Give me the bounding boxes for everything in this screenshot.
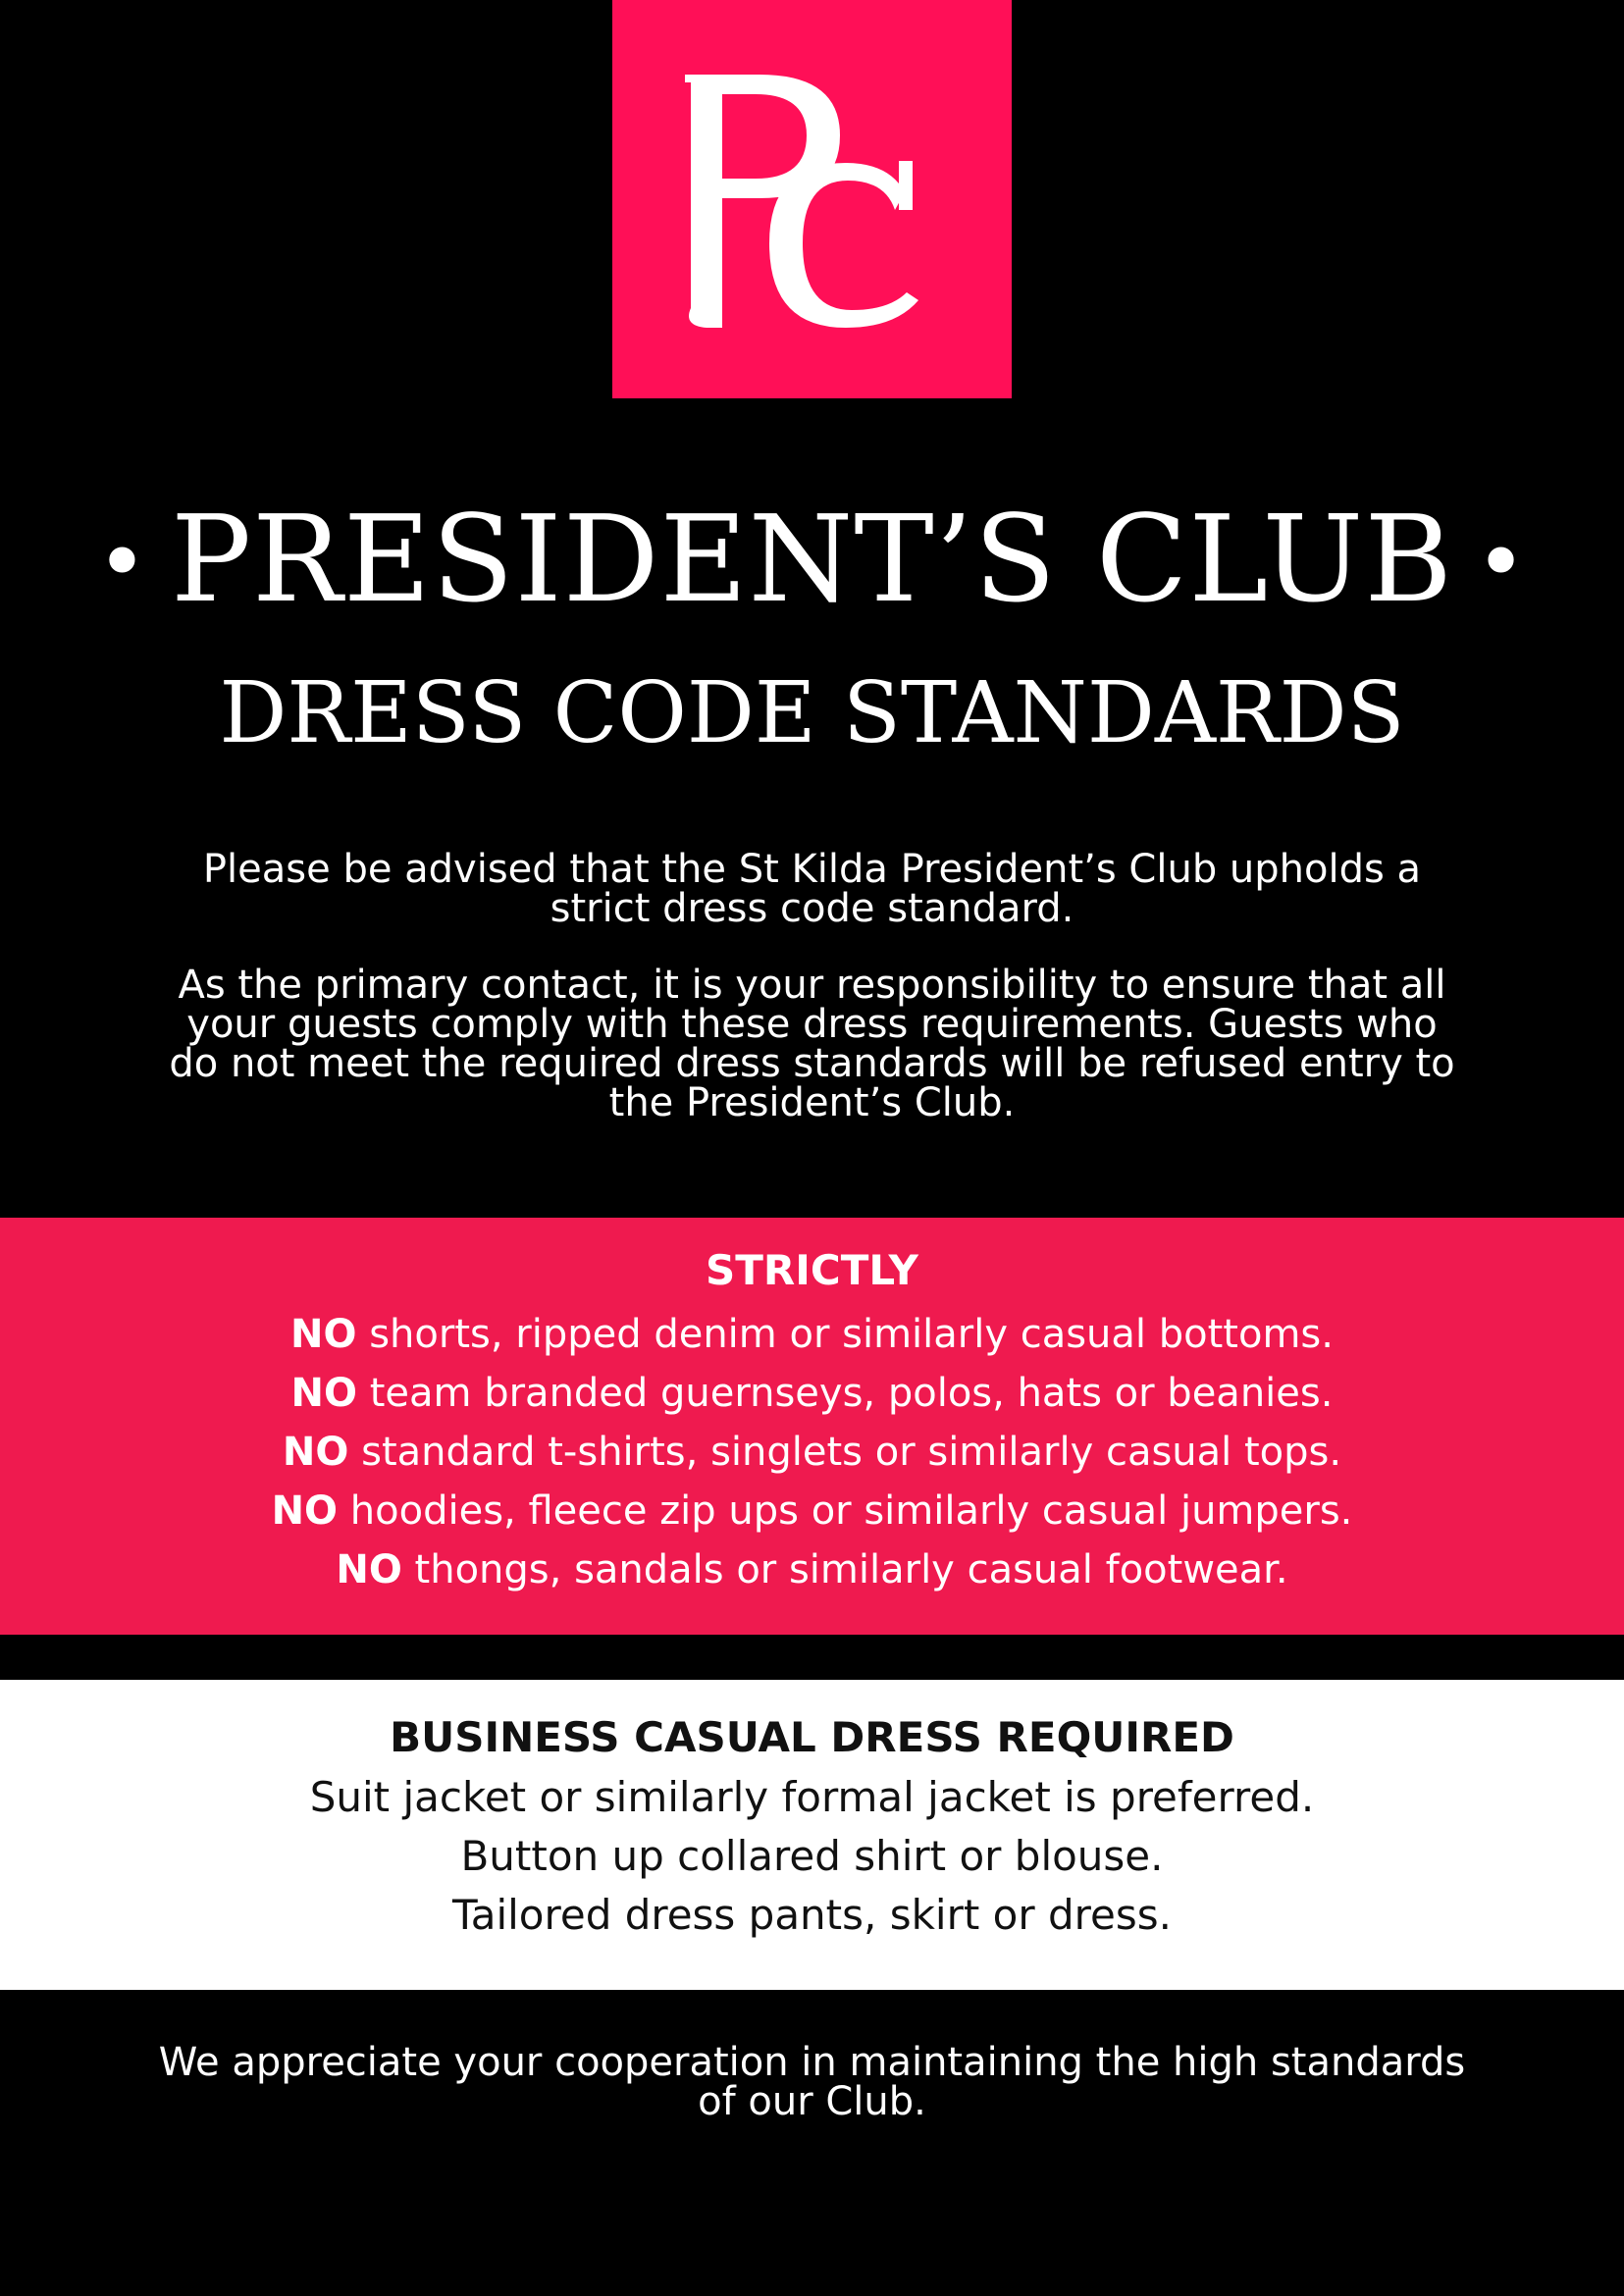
strictly-heading: STRICTLY <box>706 1246 918 1294</box>
rule-item <box>0 1482 1624 1540</box>
rule-text: shorts, ripped denim or similarly casual bottoms. <box>356 1312 1334 1357</box>
rule-item <box>0 1305 1624 1364</box>
bullet-left: • <box>95 511 149 615</box>
pc-monogram-icon <box>612 0 1012 398</box>
business-item: Button up collared shirt or blouse. <box>460 1832 1164 1880</box>
rule-text: thongs, sandals or similarly casual footwear. <box>401 1547 1288 1592</box>
rule-item <box>0 1423 1624 1482</box>
rule-prefix: NO <box>282 1430 349 1475</box>
rule-prefix: NO <box>290 1371 358 1416</box>
bullet-right: • <box>1475 511 1529 615</box>
page-title-text: PRESIDENT’S CLUB <box>170 490 1454 629</box>
business-casual-heading: BUSINESS CASUAL DRESS REQUIRED <box>390 1713 1234 1761</box>
page-subtitle: DRESS CODE STANDARDS <box>219 664 1405 762</box>
rule-item <box>0 1540 1624 1599</box>
rule-text: standard t-shirts, singlets or similarly casual tops. <box>348 1430 1342 1475</box>
rule-prefix: NO <box>290 1312 357 1357</box>
intro-paragraph-2: As the primary contact, it is your responsibility to ensure that all your guests comply with these dress requirements. Guests who do not meet the required dress standards will be refused entry to the President’s Club. <box>169 963 1455 1125</box>
intro-paragraph-1: Please be advised that the St Kilda President’s Club upholds a strict dress code standard. <box>202 847 1422 931</box>
business-casual-list <box>0 1768 1624 1945</box>
page-title <box>0 486 1624 643</box>
business-item: Suit jacket or similarly formal jacket is preferred. <box>309 1773 1315 1821</box>
rule-prefix: NO <box>271 1488 339 1534</box>
closing-note: We appreciate your cooperation in maintaining the high standards of our Club. <box>158 2040 1466 2124</box>
rule-text: team branded guernseys, polos, hats or beanies. <box>357 1371 1334 1416</box>
business-item: Tailored dress pants, skirt or dress. <box>452 1891 1172 1939</box>
strictly-rule-list <box>0 1305 1624 1599</box>
rule-item <box>0 1364 1624 1423</box>
rule-text: hoodies, fleece zip ups or similarly casual jumpers. <box>338 1488 1353 1534</box>
rule-prefix: NO <box>336 1547 402 1592</box>
club-logo <box>612 0 1012 398</box>
